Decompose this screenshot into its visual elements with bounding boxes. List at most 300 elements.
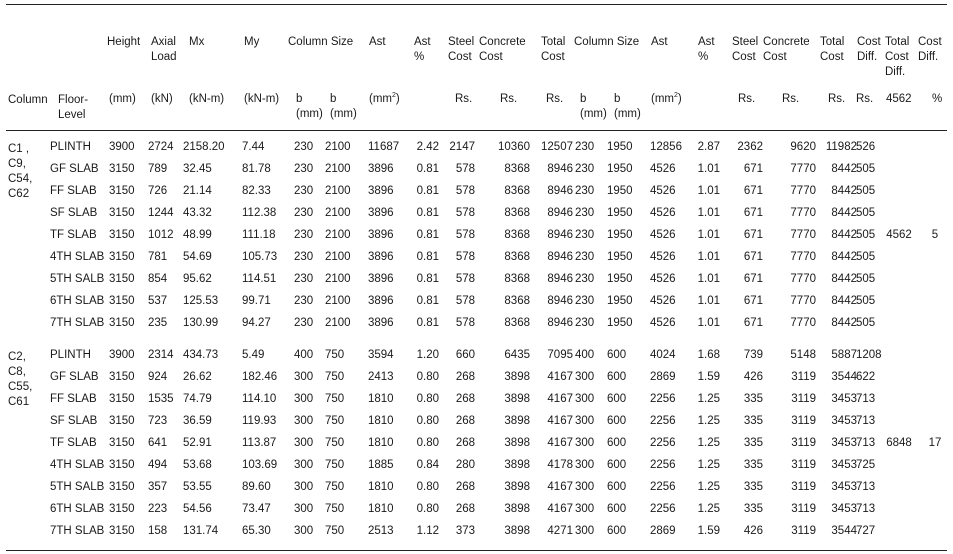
cell-b1: 300 bbox=[294, 415, 314, 427]
cell-total1: 12507 bbox=[541, 141, 573, 153]
cell-astp1: 0.81 bbox=[416, 317, 439, 329]
cell-total1: 7095 bbox=[547, 349, 573, 361]
cell-ast1: 1810 bbox=[368, 503, 394, 515]
unit-totalcostdiff: 4562 bbox=[886, 93, 912, 105]
cell-concrete2: 3119 bbox=[791, 415, 816, 427]
cell-my: 114.51 bbox=[242, 273, 277, 285]
cell-steel2: 671 bbox=[743, 229, 763, 241]
cell-b2: 230 bbox=[575, 317, 595, 329]
cell-astp1: 0.81 bbox=[416, 273, 439, 285]
cell-ast2: 2869 bbox=[650, 371, 676, 383]
cell-b2: 230 bbox=[575, 273, 595, 285]
cell-height: 3150 bbox=[109, 459, 135, 471]
cell-axial: 789 bbox=[148, 163, 168, 175]
cell-ast1: 3896 bbox=[368, 273, 394, 285]
cell-d2: 600 bbox=[607, 503, 627, 515]
cell-ast1: 3896 bbox=[368, 185, 394, 197]
cell-astp2: 1.25 bbox=[697, 459, 720, 471]
cell-steel2: 671 bbox=[743, 273, 763, 285]
cell-steel2: 335 bbox=[743, 459, 763, 471]
cell-concrete2: 3119 bbox=[791, 393, 816, 405]
cell-height: 3150 bbox=[109, 437, 135, 449]
cell-concrete2: 7770 bbox=[790, 251, 816, 263]
unit-my: (kN-m) bbox=[244, 93, 280, 105]
cell-floor: FF SLAB bbox=[50, 185, 97, 197]
cell-ast1: 1810 bbox=[368, 393, 394, 405]
cell-concrete1: 3898 bbox=[504, 437, 530, 449]
cell-height: 3150 bbox=[109, 317, 135, 329]
cell-axial: 494 bbox=[148, 459, 168, 471]
header-total1: Total Cost bbox=[541, 36, 566, 63]
cell-d2: 1950 bbox=[607, 229, 633, 241]
cell-concrete2: 7770 bbox=[790, 207, 816, 219]
cell-d2: 1950 bbox=[607, 317, 633, 329]
cell-d2: 1950 bbox=[607, 295, 633, 307]
cell-my: 182.46 bbox=[242, 371, 278, 383]
cell-b2: 300 bbox=[575, 371, 595, 383]
cell-ast1: 3896 bbox=[368, 251, 394, 263]
cell-mx: 48.99 bbox=[183, 229, 212, 241]
cell-height: 3150 bbox=[109, 481, 135, 493]
cell-total2: 3453 bbox=[831, 437, 857, 449]
cell-d1: 750 bbox=[325, 481, 345, 493]
cell-height: 3150 bbox=[109, 503, 135, 515]
cost-diff-percent: 5 bbox=[931, 229, 939, 241]
cell-concrete1: 3898 bbox=[504, 393, 530, 405]
cell-costdiff: 505 bbox=[856, 251, 876, 263]
cell-astp2: 1.01 bbox=[697, 207, 720, 219]
header-my: My bbox=[244, 36, 260, 48]
cell-d2: 600 bbox=[607, 349, 627, 361]
unit-concrete2: Rs. bbox=[782, 93, 800, 105]
cell-steel1: 660 bbox=[455, 349, 475, 361]
cell-floor: PLINTH bbox=[50, 141, 91, 153]
cell-astp1: 0.81 bbox=[416, 251, 439, 263]
cell-d1: 750 bbox=[325, 525, 345, 537]
header-costdiffp: Cost Diff. bbox=[918, 36, 942, 63]
cell-axial: 1535 bbox=[148, 393, 174, 405]
cell-concrete2: 9620 bbox=[790, 141, 816, 153]
cell-steel2: 335 bbox=[743, 393, 763, 405]
cell-height: 3150 bbox=[109, 163, 135, 175]
cell-mx: 125.53 bbox=[183, 295, 219, 307]
cell-astp2: 1.01 bbox=[697, 317, 720, 329]
cell-astp2: 1.01 bbox=[697, 273, 720, 285]
unit-ast2 bbox=[651, 92, 682, 107]
cell-concrete2: 7770 bbox=[790, 185, 816, 197]
cell-astp1: 0.80 bbox=[416, 503, 439, 515]
cell-floor: FF SLAB bbox=[50, 393, 97, 405]
cell-floor: PLINTH bbox=[50, 349, 91, 361]
cell-my: 73.47 bbox=[242, 503, 271, 515]
cell-my: 113.87 bbox=[242, 437, 277, 449]
header-colsize1: Column Size bbox=[288, 36, 354, 48]
cell-ast2: 2256 bbox=[650, 415, 676, 427]
cell-mx: 54.69 bbox=[183, 251, 212, 263]
unit-ast2-base: (mm bbox=[651, 93, 674, 105]
cell-total1: 4167 bbox=[547, 437, 573, 449]
cell-mx: 52.91 bbox=[183, 437, 212, 449]
cell-concrete1: 8368 bbox=[504, 163, 530, 175]
header-ast2: Ast bbox=[651, 36, 668, 48]
cell-d1: 750 bbox=[325, 437, 345, 449]
cell-ast2: 4526 bbox=[650, 163, 676, 175]
cell-axial: 726 bbox=[148, 185, 168, 197]
cell-costdiff: 505 bbox=[856, 273, 876, 285]
cell-b1: 230 bbox=[294, 229, 314, 241]
cell-ast2: 4526 bbox=[650, 251, 676, 263]
cell-concrete1: 3898 bbox=[504, 525, 530, 537]
cell-b1: 400 bbox=[294, 349, 314, 361]
cell-d1: 2100 bbox=[325, 229, 351, 241]
unit-pct: % bbox=[932, 93, 943, 105]
cell-total1: 8946 bbox=[547, 207, 573, 219]
cell-b1: 230 bbox=[294, 251, 314, 263]
cell-astp1: 0.80 bbox=[416, 481, 439, 493]
cell-floor: 6TH SLAB bbox=[50, 295, 105, 307]
bottom-rule bbox=[6, 550, 947, 551]
cell-steel1: 578 bbox=[455, 163, 475, 175]
cell-costdiff: 505 bbox=[856, 163, 876, 175]
cell-b1: 300 bbox=[294, 393, 314, 405]
cell-steel1: 578 bbox=[455, 251, 475, 263]
cell-my: 89.60 bbox=[242, 481, 271, 493]
cell-mx: 434.73 bbox=[183, 349, 219, 361]
cell-astp2: 1.59 bbox=[697, 371, 720, 383]
cell-ast2: 4526 bbox=[650, 317, 676, 329]
cell-astp1: 0.81 bbox=[416, 229, 439, 241]
cell-my: 114.10 bbox=[242, 393, 277, 405]
cell-costdiff: 505 bbox=[856, 185, 876, 197]
cell-steel1: 578 bbox=[455, 295, 475, 307]
cell-b2: 300 bbox=[575, 459, 595, 471]
cell-b2: 230 bbox=[575, 185, 595, 197]
cell-ast1: 1810 bbox=[368, 481, 394, 493]
cell-total2: 8442 bbox=[831, 207, 857, 219]
cell-total1: 8946 bbox=[547, 317, 573, 329]
cell-steel1: 268 bbox=[455, 503, 475, 515]
cell-axial: 781 bbox=[148, 251, 168, 263]
cell-total1: 8946 bbox=[547, 295, 573, 307]
cell-floor: 7TH SLAB bbox=[50, 525, 105, 537]
cell-ast2: 4526 bbox=[650, 273, 676, 285]
cell-ast2: 2256 bbox=[650, 393, 676, 405]
cell-ast2: 2256 bbox=[650, 481, 676, 493]
cell-steel1: 578 bbox=[455, 317, 475, 329]
cell-total2: 3544 bbox=[831, 525, 857, 537]
cell-d1: 2100 bbox=[325, 207, 351, 219]
cell-concrete1: 3898 bbox=[504, 371, 530, 383]
cell-d1: 750 bbox=[325, 459, 345, 471]
cell-total1: 8946 bbox=[547, 251, 573, 263]
cell-concrete1: 3898 bbox=[504, 503, 530, 515]
cell-costdiff: 713 bbox=[856, 503, 876, 515]
cell-astp1: 0.81 bbox=[416, 185, 439, 197]
cell-concrete1: 8368 bbox=[504, 185, 530, 197]
cell-b1: 230 bbox=[294, 273, 314, 285]
cell-b1: 230 bbox=[294, 207, 314, 219]
cell-astp1: 1.12 bbox=[416, 525, 439, 537]
cell-d2: 600 bbox=[607, 437, 627, 449]
cell-height: 3150 bbox=[109, 525, 135, 537]
cell-costdiff: 713 bbox=[856, 393, 876, 405]
cell-height: 3900 bbox=[109, 141, 135, 153]
header-concrete2: Concrete Cost bbox=[763, 36, 810, 63]
cell-axial: 158 bbox=[148, 525, 168, 537]
unit-column: Column bbox=[8, 94, 48, 106]
cell-steel2: 671 bbox=[743, 163, 763, 175]
cell-b1: 300 bbox=[294, 371, 314, 383]
cell-concrete2: 3119 bbox=[791, 481, 816, 493]
cell-height: 3150 bbox=[109, 185, 135, 197]
cell-d1: 2100 bbox=[325, 163, 351, 175]
cell-my: 119.93 bbox=[242, 415, 277, 427]
cell-ast1: 3896 bbox=[368, 295, 394, 307]
cell-astp2: 1.01 bbox=[697, 163, 720, 175]
unit-axial: (kN) bbox=[151, 93, 173, 105]
cell-b2: 300 bbox=[575, 503, 595, 515]
cell-floor: 6TH SLAB bbox=[50, 503, 105, 515]
cell-d1: 750 bbox=[325, 503, 345, 515]
cell-height: 3150 bbox=[109, 251, 135, 263]
cell-my: 105.73 bbox=[242, 251, 278, 263]
cell-concrete1: 8368 bbox=[504, 229, 530, 241]
header-mx: Mx bbox=[189, 36, 205, 48]
cell-steel2: 739 bbox=[743, 349, 763, 361]
cell-astp1: 0.81 bbox=[416, 207, 439, 219]
cell-b2: 300 bbox=[575, 393, 595, 405]
total-cost-diff: 4562 bbox=[886, 229, 912, 241]
unit-ast1-end: ) bbox=[395, 93, 400, 105]
cell-mx: 95.62 bbox=[183, 273, 212, 285]
cell-concrete1: 8368 bbox=[504, 317, 530, 329]
cell-floor: TF SLAB bbox=[50, 437, 97, 449]
cell-my: 111.18 bbox=[242, 229, 276, 241]
cell-my: 65.30 bbox=[242, 525, 271, 537]
cell-b2: 230 bbox=[575, 229, 595, 241]
cell-b2: 300 bbox=[575, 437, 595, 449]
cell-d1: 2100 bbox=[325, 251, 351, 263]
cell-steel2: 671 bbox=[743, 317, 763, 329]
cost-diff-percent: 17 bbox=[928, 437, 942, 449]
cell-ast2: 4526 bbox=[650, 207, 676, 219]
header-height: Height bbox=[107, 36, 141, 48]
cell-height: 3150 bbox=[109, 371, 135, 383]
cell-steel1: 280 bbox=[455, 459, 475, 471]
cell-concrete1: 3898 bbox=[504, 459, 530, 471]
cell-ast2: 2256 bbox=[650, 459, 676, 471]
unit-steel2: Rs. bbox=[738, 93, 756, 105]
cell-b2: 230 bbox=[575, 251, 595, 263]
cell-mx: 21.14 bbox=[183, 185, 212, 197]
cell-costdiff: 505 bbox=[856, 295, 876, 307]
cell-steel1: 578 bbox=[455, 207, 475, 219]
cell-concrete1: 8368 bbox=[504, 273, 530, 285]
cell-my: 94.27 bbox=[242, 317, 271, 329]
cell-ast1: 3896 bbox=[368, 207, 394, 219]
cell-my: 112.38 bbox=[242, 207, 277, 219]
cell-astp1: 0.80 bbox=[416, 437, 439, 449]
total-cost-diff: 6848 bbox=[886, 437, 912, 449]
cell-steel1: 578 bbox=[455, 273, 475, 285]
cell-total1: 4178 bbox=[547, 459, 573, 471]
cell-concrete1: 3898 bbox=[504, 481, 530, 493]
cell-d1: 750 bbox=[325, 371, 345, 383]
cell-astp1: 0.81 bbox=[416, 295, 439, 307]
cell-floor: 7TH SLAB bbox=[50, 317, 105, 329]
unit-ast1-base: (mm bbox=[369, 93, 392, 105]
cell-d2: 600 bbox=[607, 525, 627, 537]
cell-steel2: 335 bbox=[743, 437, 763, 449]
top-rule bbox=[6, 4, 947, 5]
cell-ast2: 4526 bbox=[650, 229, 676, 241]
cell-steel2: 2362 bbox=[737, 141, 763, 153]
cell-d1: 2100 bbox=[325, 295, 351, 307]
cell-steel1: 2147 bbox=[449, 141, 475, 153]
cell-axial: 235 bbox=[148, 317, 168, 329]
cell-total1: 8946 bbox=[547, 185, 573, 197]
unit-total1: Rs. bbox=[546, 93, 564, 105]
cell-astp2: 2.87 bbox=[697, 141, 720, 153]
unit-ast1 bbox=[369, 92, 400, 107]
cell-total2: 8442 bbox=[831, 229, 857, 241]
cell-concrete2: 3119 bbox=[791, 525, 816, 537]
cell-total2: 8442 bbox=[831, 273, 857, 285]
cell-ast2: 4526 bbox=[650, 295, 676, 307]
cell-astp1: 0.80 bbox=[416, 371, 439, 383]
cell-my: 103.69 bbox=[242, 459, 278, 471]
cell-total2: 11982 bbox=[825, 141, 857, 153]
cell-concrete2: 7770 bbox=[790, 273, 816, 285]
cell-total1: 4167 bbox=[547, 415, 573, 427]
cell-astp2: 1.25 bbox=[697, 503, 720, 515]
unit-d2: b (mm) bbox=[614, 93, 641, 120]
cell-concrete1: 8368 bbox=[504, 207, 530, 219]
cell-ast2: 12856 bbox=[650, 141, 682, 153]
cell-total2: 3544 bbox=[831, 371, 857, 383]
cell-ast1: 1885 bbox=[368, 459, 394, 471]
unit-concrete1: Rs. bbox=[500, 93, 518, 105]
cell-total1: 4167 bbox=[547, 503, 573, 515]
cell-steel1: 268 bbox=[455, 481, 475, 493]
header-totalcostdiff: Total Cost Diff. bbox=[885, 36, 910, 78]
cell-ast1: 1810 bbox=[368, 415, 394, 427]
header-axial: Axial Load bbox=[151, 36, 177, 63]
cell-b1: 300 bbox=[294, 481, 314, 493]
cell-steel2: 335 bbox=[743, 415, 763, 427]
cell-b2: 400 bbox=[575, 349, 595, 361]
cell-astp1: 1.20 bbox=[416, 349, 439, 361]
cell-total1: 8946 bbox=[547, 163, 573, 175]
cell-astp1: 0.80 bbox=[416, 393, 439, 405]
cell-concrete1: 8368 bbox=[504, 251, 530, 263]
cell-steel1: 578 bbox=[455, 185, 475, 197]
cell-ast2: 2256 bbox=[650, 437, 676, 449]
cell-ast1: 3594 bbox=[368, 349, 394, 361]
cell-b2: 300 bbox=[575, 525, 595, 537]
unit-b1: b (mm) bbox=[296, 93, 323, 120]
cell-mx: 32.45 bbox=[183, 163, 212, 175]
header-astp1: Ast % bbox=[414, 36, 431, 63]
cell-axial: 537 bbox=[148, 295, 168, 307]
header-steel1: Steel Cost bbox=[448, 36, 475, 63]
unit-ast1-sup: 2 bbox=[392, 92, 396, 100]
cell-astp2: 1.01 bbox=[697, 295, 720, 307]
header-colsize2: Column Size bbox=[574, 36, 640, 48]
cell-costdiff: 713 bbox=[856, 437, 876, 449]
cell-axial: 2314 bbox=[148, 349, 174, 361]
cell-my: 81.78 bbox=[242, 163, 271, 175]
cell-total2: 8442 bbox=[831, 163, 857, 175]
cell-floor: GF SLAB bbox=[50, 163, 99, 175]
cell-floor: 5TH SALB bbox=[50, 273, 105, 285]
cell-axial: 357 bbox=[148, 481, 168, 493]
cell-steel2: 671 bbox=[743, 295, 763, 307]
header-steel2: Steel Cost bbox=[732, 36, 759, 63]
cell-my: 99.71 bbox=[242, 295, 271, 307]
cell-d2: 600 bbox=[607, 415, 627, 427]
cell-floor: 4TH SLAB bbox=[50, 251, 105, 263]
cell-height: 3150 bbox=[109, 393, 135, 405]
cell-d2: 1950 bbox=[607, 251, 633, 263]
cell-costdiff: 505 bbox=[856, 207, 876, 219]
cell-steel1: 268 bbox=[455, 415, 475, 427]
cell-b2: 230 bbox=[575, 295, 595, 307]
header-astp2: Ast % bbox=[698, 36, 715, 63]
cell-steel2: 426 bbox=[743, 525, 763, 537]
unit-mx: (kN-m) bbox=[189, 93, 225, 105]
header-rule bbox=[6, 130, 947, 131]
cell-astp2: 1.01 bbox=[697, 185, 720, 197]
cell-mx: 43.32 bbox=[183, 207, 212, 219]
cell-total2: 3453 bbox=[831, 503, 857, 515]
cell-total1: 4271 bbox=[547, 525, 573, 537]
cell-b1: 230 bbox=[294, 163, 314, 175]
cell-concrete2: 5148 bbox=[790, 349, 816, 361]
cell-astp1: 2.42 bbox=[416, 141, 439, 153]
cell-height: 3150 bbox=[109, 207, 135, 219]
cell-b1: 300 bbox=[294, 437, 314, 449]
cell-concrete2: 3119 bbox=[791, 437, 816, 449]
cell-costdiff: 713 bbox=[856, 481, 876, 493]
cell-b2: 300 bbox=[575, 415, 595, 427]
cell-astp2: 1.01 bbox=[697, 229, 720, 241]
cell-ast1: 11687 bbox=[368, 141, 400, 153]
column-group-label: C2, C8, C55, C61 bbox=[8, 351, 33, 408]
cell-total1: 4167 bbox=[547, 481, 573, 493]
unit-d1: b (mm) bbox=[330, 93, 357, 120]
cell-costdiff: 622 bbox=[856, 371, 876, 383]
cell-b1: 300 bbox=[294, 459, 314, 471]
cell-steel2: 671 bbox=[743, 251, 763, 263]
cell-total2: 3453 bbox=[831, 415, 857, 427]
cell-ast1: 3896 bbox=[368, 317, 394, 329]
cell-height: 3150 bbox=[109, 273, 135, 285]
cell-d2: 1950 bbox=[607, 185, 633, 197]
cell-axial: 223 bbox=[148, 503, 168, 515]
cell-mx: 131.74 bbox=[183, 525, 219, 537]
cell-concrete1: 3898 bbox=[504, 415, 530, 427]
cell-mx: 54.56 bbox=[183, 503, 212, 515]
cell-d2: 1950 bbox=[607, 163, 633, 175]
cell-steel1: 373 bbox=[455, 525, 475, 537]
header-ast1: Ast bbox=[369, 36, 386, 48]
cell-total2: 3453 bbox=[831, 459, 857, 471]
cell-total1: 4167 bbox=[547, 371, 573, 383]
cell-mx: 74.79 bbox=[183, 393, 212, 405]
cell-ast1: 3896 bbox=[368, 229, 394, 241]
cell-d2: 600 bbox=[607, 481, 627, 493]
